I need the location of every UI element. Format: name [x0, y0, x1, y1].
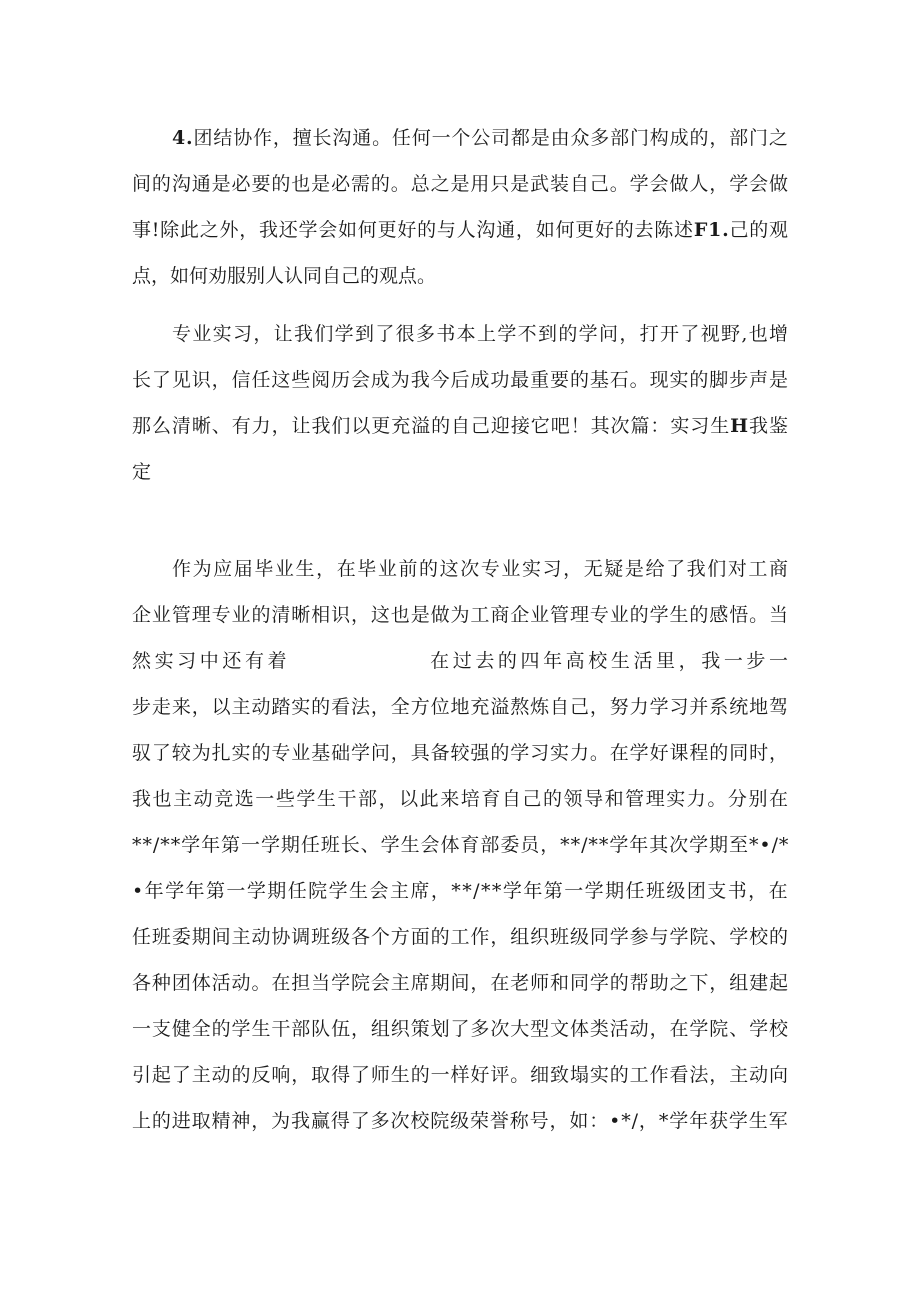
- paragraph-3-line-4: 步走来，以主动踏实的看法，全方位地充溢熬炼自己，努力学习并系统地驾: [132, 696, 789, 718]
- paragraph-3-line-6: 我也主动竞选一些学生干部，以此来培育自己的领导和管理实力。分别在: [132, 788, 790, 810]
- paragraph-3-line-11: 一支健全的学生干部队伍，组织策划了多次大型文体类活动，在学院、学校: [132, 1018, 789, 1040]
- paragraph-3-line-8: •年学年第一学期任院学生会主席，**/**学年第一学期任班级团支书，在: [132, 880, 790, 902]
- paragraph-2-line-4: 定: [132, 461, 152, 483]
- paragraph-1-line-4: 点，如何劝服别人认同自己的观点。: [132, 265, 437, 287]
- paragraph-3-line-2: 企业管理专业的清晰相识，这也是做为工商企业管理专业的学生的感悟。当: [132, 604, 789, 626]
- paragraph-3-line-1: 作为应届毕业生，在毕业前的这次专业实习，无疑是给了我们对工商: [172, 558, 790, 580]
- paragraph-1-line-3: 事!除此之外，我还学会如何更好的与人沟通，如何更好的去陈述F1.己的观: [132, 219, 789, 241]
- paragraph-1-line-1: 4.团结协作，擅长沟通。任何一个公司都是由众多部门构成的，部门之: [172, 127, 789, 149]
- paragraph-3-line-9: 任班委期间主动协调班级各个方面的工作，组织班级同学参与学院、学校的: [132, 926, 789, 948]
- paragraph-2-line-2: 长了见识，信任这些阅历会成为我今后成功最重要的基石。现实的脚步声是: [132, 369, 789, 391]
- paragraph-3-line-7: **/**学年第一学期任班长、学生会体育部委员，**/**学年其次学期至*•/*: [132, 834, 790, 856]
- paragraph-3-line-12: 引起了主动的反响，取得了师生的一样好评。细致塌实的工作看法，主动向: [132, 1064, 789, 1086]
- paragraph-2-line-3: 那么清晰、有力，让我们以更充溢的自己迎接它吧！其次篇：实习生H我鉴: [132, 415, 789, 437]
- paragraph-3-line-5: 驭了较为扎实的专业基础学问，具备较强的学习实力。在学好课程的同时，: [132, 742, 789, 764]
- paragraph-2-line-1: 专业实习，让我们学到了很多书本上学不到的学问，打开了视野,也增: [172, 323, 790, 345]
- item-number: 4.: [172, 127, 194, 149]
- paragraph-3-line-13: 上的进取精神，为我赢得了多次校院级荣誉称号，如：•*/，*学年获学生军: [132, 1110, 789, 1132]
- paragraph-3-line-3: 然实习中还有着 在过去的四年高校生活里，我一步一: [132, 650, 792, 672]
- paragraph-3-line-10: 各种团体活动。在担当学院会主席期间，在老师和同学的帮助之下，组建起: [132, 972, 789, 994]
- paragraph-1-line-2: 间的沟通是必要的也是必需的。总之是用只是武装自己。学会做人，学会做: [132, 173, 789, 195]
